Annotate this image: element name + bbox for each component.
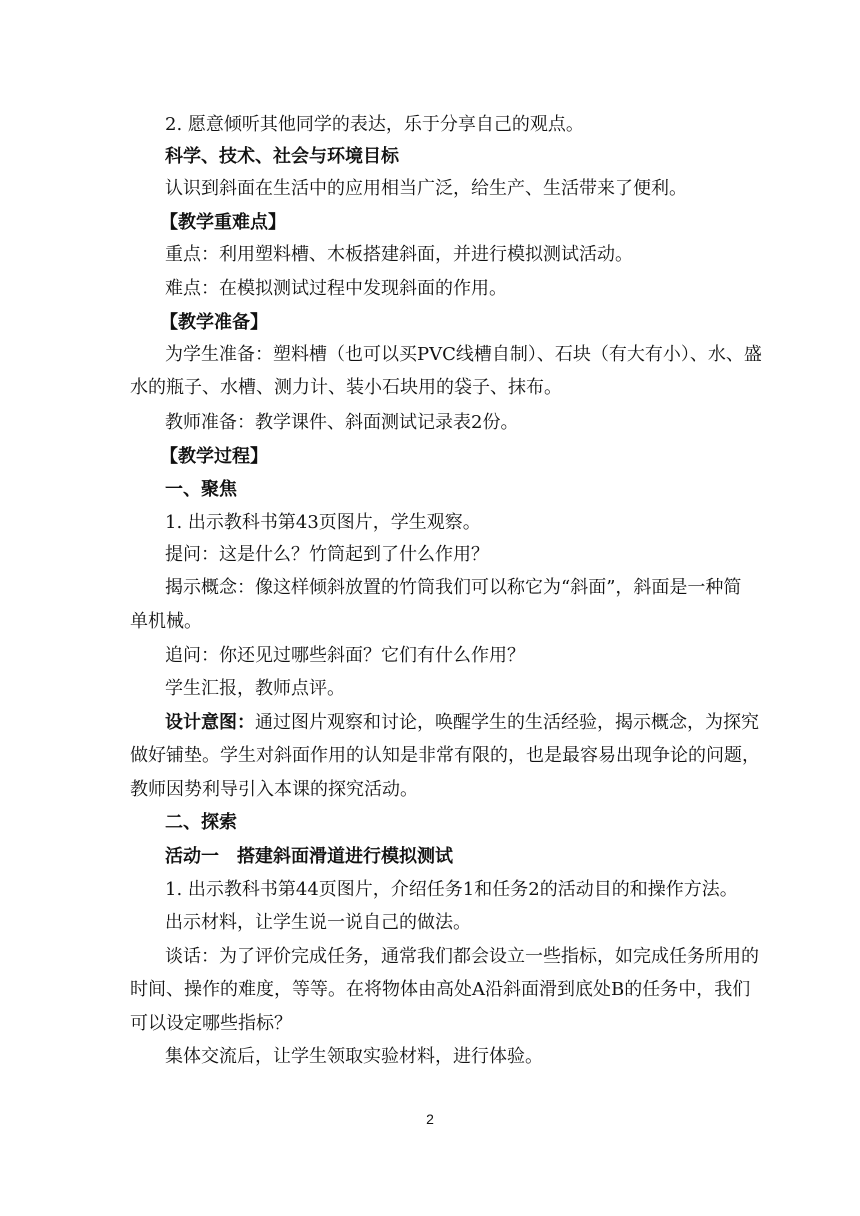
objective-item-2: 2. 愿意倾听其他同学的表达，乐于分享自己的观点。 — [165, 114, 584, 135]
step-1-show-textbook: 1. 出示教科书第44页图片，介绍任务1和任务2的活动目的和操作方法。 — [165, 879, 738, 900]
paragraph-design-intent-cont-1: 做好铺垫。学生对斜面作用的认知是非常有限的，也是最容易出现争论的问题， — [130, 745, 760, 766]
paragraph-student-materials-cont: 水的瓶子、水槽、测力计、装小石块用的袋子、抹布。 — [130, 377, 562, 398]
section-heading-stse-goals: 科学、技术、社会与环境目标 — [165, 146, 399, 167]
paragraph-key-point: 重点：利用塑料槽、木板搭建斜面，并进行模拟测试活动。 — [165, 244, 633, 265]
paragraph-group-exchange: 集体交流后，让学生领取实验材料，进行体验。 — [165, 1046, 543, 1067]
section-heading-process: 【教学过程】 — [160, 446, 268, 467]
paragraph-talk-cont-1: 时间、操作的难度，等等。在将物体由高处A沿斜面滑到底处B的任务中，我们 — [130, 979, 751, 1000]
section-heading-key-points: 【教学重难点】 — [160, 212, 286, 233]
paragraph-design-intent-cont-2: 教师因势利导引入本课的探究活动。 — [130, 779, 418, 800]
paragraph-concept: 揭示概念：像这样倾斜放置的竹筒我们可以称它为“斜面”，斜面是一种简 — [165, 577, 742, 598]
subsection-heading-focus: 一、聚焦 — [165, 479, 237, 500]
activity-1-heading: 活动一 搭建斜面滑道进行模拟测试 — [165, 846, 453, 867]
paragraph-student-materials: 为学生准备：塑料槽（也可以买PVC线槽自制）、石块（有大有小）、水、盛 — [165, 344, 762, 365]
paragraph-talk-cont-2: 可以设定哪些指标？ — [130, 1013, 292, 1034]
paragraph-talk: 谈话：为了评价完成任务，通常我们都会设立一些指标，如完成任务所用的 — [165, 946, 759, 967]
design-intent-label: 设计意图： — [165, 712, 255, 733]
paragraph-student-report: 学生汇报，教师点评。 — [165, 678, 345, 699]
section-heading-preparation: 【教学准备】 — [160, 312, 268, 333]
paragraph-design-intent — [165, 709, 759, 737]
page-number: 2 — [426, 1111, 434, 1127]
paragraph-follow-up-question: 追问：你还见过哪些斜面？它们有什么作用？ — [165, 645, 525, 666]
step-1-show-picture: 1. 出示教科书第43页图片，学生观察。 — [165, 512, 481, 533]
paragraph-concept-cont: 单机械。 — [130, 611, 202, 632]
design-intent-text: 通过图片观察和讨论，唤醒学生的生活经验，揭示概念，为探究 — [255, 712, 759, 733]
paragraph-stse-goal: 认识到斜面在生活中的应用相当广泛，给生产、生活带来了便利。 — [165, 178, 687, 199]
paragraph-teacher-materials: 教师准备：教学课件、斜面测试记录表2份。 — [165, 412, 519, 433]
subsection-heading-explore: 二、探索 — [165, 812, 237, 833]
paragraph-difficulty: 难点：在模拟测试过程中发现斜面的作用。 — [165, 278, 507, 299]
paragraph-question: 提问：这是什么？竹筒起到了什么作用？ — [165, 544, 489, 565]
paragraph-show-materials: 出示材料，让学生说一说自己的做法。 — [165, 912, 471, 933]
